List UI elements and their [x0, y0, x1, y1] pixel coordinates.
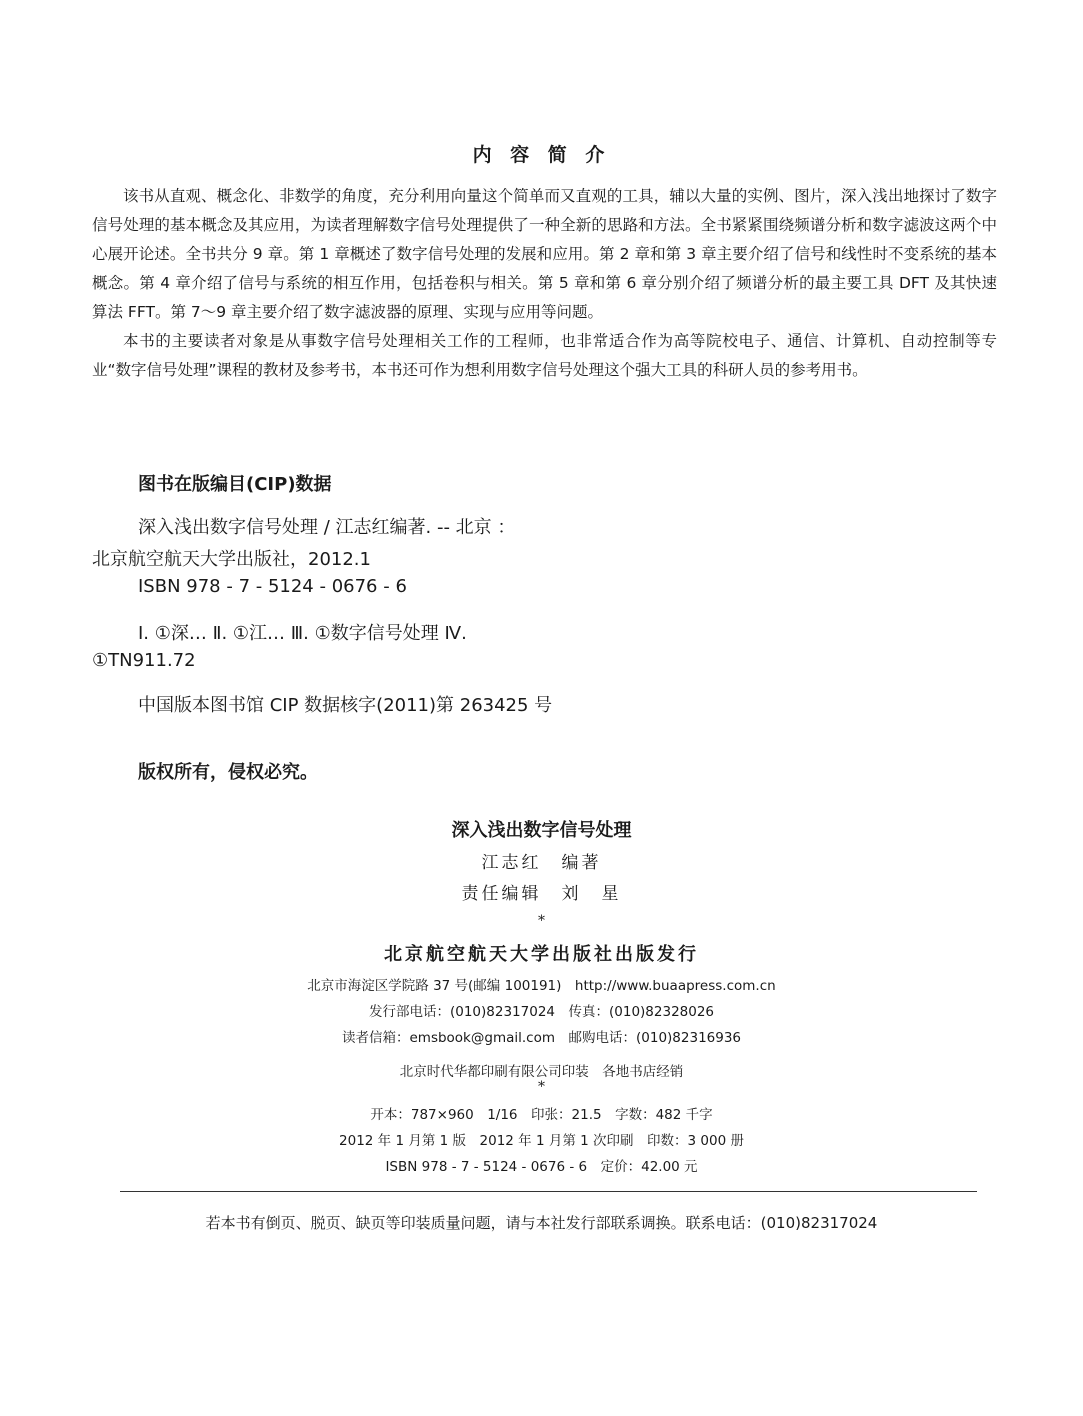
imprint-edition: 2012 年 1 月第 1 版 2012 年 1 月第 1 次印刷 印数：3 000 册 [339, 1133, 744, 1149]
summary-paragraph-2: 本书的主要读者对象是从事数字信号处理相关工作的工程师，也非常适合作为高等院校电子、通信、计算机、自动控制等专业“数字信号处理”课程的教材及参考书，本书还可作为想利用数字信号处理这个强大工具的科研人员的参考用书。 [92, 332, 997, 379]
summary-body [92, 182, 997, 385]
imprint-author: 江志红 编著 [481, 853, 602, 873]
summary-paragraph-1: 该书从直观、概念化、非数学的角度，充分利用向量这个简单而又直观的工具，辅以大量的实例、图片，深入浅出地探讨了数字信号处理的基本概念及其应用，为读者理解数字信号处理提供了一种全新的思路和方法。全书紧紧围绕频谱分析和数字滤波这两个中心展开论述。全书共分 9 章。第 1 章概述了数字信号处理的发展和应用。第 2 章和第 3 章主要介绍了信号和线性时不变系统的基本概念。第 4 章介绍了信号与系统的相互作用，包括卷积与相关。第 5 章和第 6 章分别介绍了频谱分析的最主要工具 DFT 及其快速算法 FFT。第 7～9 章主要介绍了数字滤波器的原理、实现与应用等问题。 [92, 187, 997, 321]
copyright-notice: 版权所有，侵权必究。 [138, 762, 318, 783]
imprint-separator-star: * [538, 913, 545, 929]
summary-title: 内 容 简 介 [472, 144, 611, 166]
cip-isbn: ISBN 978 - 7 - 5124 - 0676 - 6 [138, 576, 407, 597]
footer-divider [120, 1191, 977, 1192]
imprint-isbn-price: ISBN 978 - 7 - 5124 - 0676 - 6 定价：42.00 元 [385, 1159, 698, 1175]
imprint-book-title: 深入浅出数字信号处理 [451, 820, 632, 841]
imprint-address: 北京市海淀区学院路 37 号(邮编 100191) http://www.buaapress.com.cn [307, 978, 776, 994]
imprint-editor: 责任编辑 刘 星 [461, 884, 622, 904]
imprint-phone: 发行部电话：(010)82317024 传真：(010)82328026 [368, 1004, 715, 1020]
cip-publisher-line: 北京航空航天大学出版社，2012.1 [92, 549, 371, 570]
cip-classification: Ⅰ. ①深… Ⅱ. ①江… Ⅲ. ①数字信号处理 Ⅳ. [138, 623, 467, 644]
imprint-format: 开本：787×960 1/16 印张：21.5 字数：482 千字 [370, 1107, 713, 1123]
imprint-separator-star-2: * [538, 1079, 545, 1095]
footer-note: 若本书有倒页、脱页、缺页等印装质量问题，请与本社发行部联系调换。联系电话：(010)82317024 [205, 1214, 878, 1232]
cip-title-line: 深入浅出数字信号处理 / 江志红编著. -- 北京 ： [138, 517, 516, 538]
imprint-publisher: 北京航空航天大学出版社出版发行 [384, 944, 699, 965]
cip-code: ①TN911.72 [92, 650, 196, 671]
imprint-email: 读者信箱：emsbook@gmail.com 邮购电话：(010)82316936 [341, 1030, 742, 1046]
imprint-printer: 北京时代华都印刷有限公司印装 各地书店经销 [399, 1064, 684, 1080]
cip-verify: 中国版本图书馆 CIP 数据核字(2011)第 263425 号 [138, 695, 553, 716]
cip-heading: 图书在版编目(CIP)数据 [138, 474, 332, 495]
